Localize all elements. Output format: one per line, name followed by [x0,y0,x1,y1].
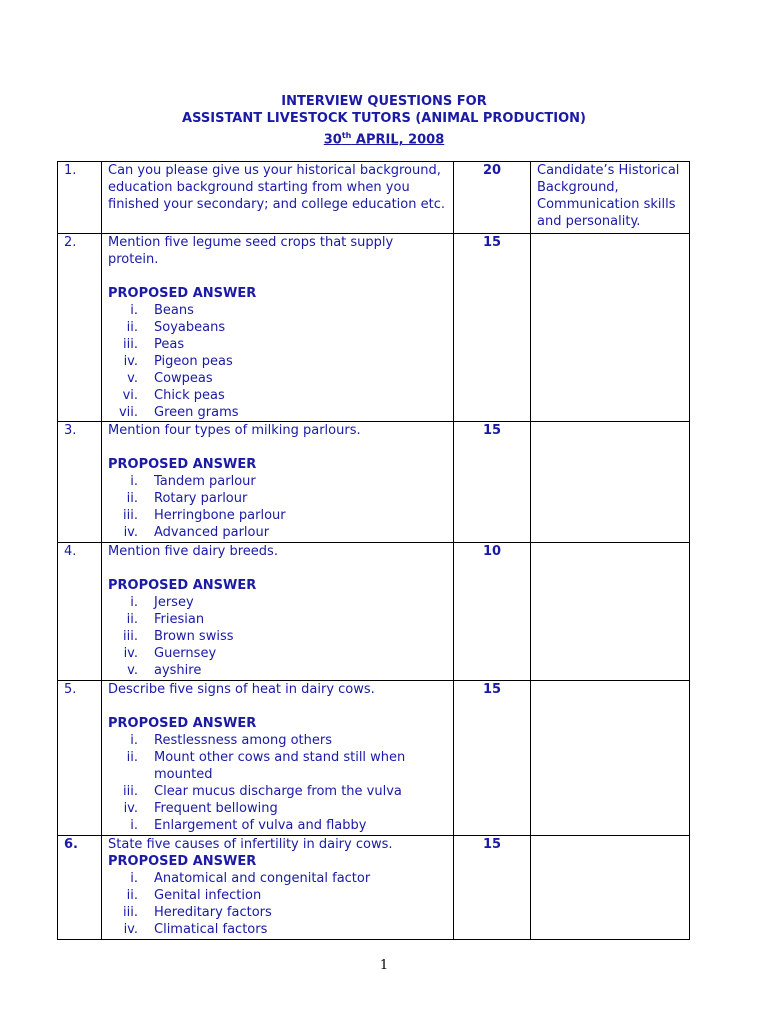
question-number: 4. [64,544,77,559]
proposed-answer-heading: PROPOSED ANSWER [108,854,257,869]
answer-list [108,870,447,938]
table-row [58,681,690,836]
title-line-1: INTERVIEW QUESTIONS FOR [281,94,487,109]
question-marks: 15 [482,837,502,852]
list-item: ii. Soyabeans [126,320,226,335]
table-row [58,543,690,681]
answer-list [108,473,447,541]
list-item: v. Cowpeas [127,371,213,386]
answer-list [108,732,447,834]
list-item: ii. Genital infection [126,888,262,903]
questions-table [57,161,690,940]
list-item: iii. Hereditary factors [123,905,272,920]
table-row [58,234,690,422]
list-item: i. Tandem parlour [130,474,256,489]
list-item: iii. Clear mucus discharge from the vulva [123,784,402,799]
question-number: 5. [64,682,77,697]
list-item: iv. Pigeon peas [123,354,233,369]
title-date [0,127,768,148]
answer-list [108,302,447,421]
question-marks: 15 [482,682,502,697]
question-remarks: Candidate’s Historical Background, Communication skills and personality. [537,163,680,229]
question-marks: 15 [482,423,502,438]
question-marks: 20 [482,163,502,178]
list-item: iv. Climatical factors [123,922,268,937]
question-marks: 10 [482,544,502,559]
date-day: 30 [323,132,342,148]
list-item: i. Enlargement of vulva and flabby [130,818,367,833]
page-number: 1 [379,958,389,973]
list-item: vi. Chick peas [122,388,225,403]
question-marks: 15 [482,235,502,250]
question-text: Mention four types of milking parlours. [108,423,361,438]
question-number: 1. [64,163,77,178]
list-item: ii. Mount other cows and stand still when mounted [126,750,406,782]
list-item: ii. Rotary parlour [126,491,248,506]
proposed-answer-heading: PROPOSED ANSWER [108,578,257,593]
question-text: Can you please give us your historical background, education background starting from when you finished your secondary; and college education etc. [108,163,445,212]
table-row [58,162,690,234]
proposed-answer-heading: PROPOSED ANSWER [108,286,257,301]
date-suffix: th [341,131,352,140]
list-item: i. Beans [130,303,194,318]
table-row [58,422,690,543]
list-item: i. Restlessness among others [130,733,333,748]
list-item: i. Anatomical and congenital factor [130,871,371,886]
list-item: iii. Peas [123,337,185,352]
list-item: iv. Frequent bellowing [123,801,278,816]
list-item: iii. Brown swiss [123,629,234,644]
date-rest: APRIL, 2008 [351,132,445,148]
question-text: Mention five dairy breeds. [108,544,278,559]
question-text: State five causes of infertility in dairy cows. [108,837,393,852]
answer-list [108,594,447,679]
question-number: 2. [64,235,77,250]
list-item: ii. Friesian [126,612,205,627]
question-number: 3. [64,423,77,438]
list-item: iii. Herringbone parlour [123,508,286,523]
question-text: Describe five signs of heat in dairy cows. [108,682,375,697]
list-item: iv. Advanced parlour [123,525,270,540]
list-item: vii. Green grams [118,405,239,420]
title-line-2: ASSISTANT LIVESTOCK TUTORS (ANIMAL PRODUCTION) [182,111,586,126]
question-text: Mention five legume seed crops that supply protein. [108,235,394,267]
list-item: i. Jersey [130,595,194,610]
list-item: iv. Guernsey [123,646,217,661]
list-item: v. ayshire [127,663,202,678]
proposed-answer-heading: PROPOSED ANSWER [108,716,257,731]
question-number: 6. [64,837,78,852]
document-title [0,93,768,148]
table-row [58,836,690,940]
proposed-answer-heading: PROPOSED ANSWER [108,457,257,472]
